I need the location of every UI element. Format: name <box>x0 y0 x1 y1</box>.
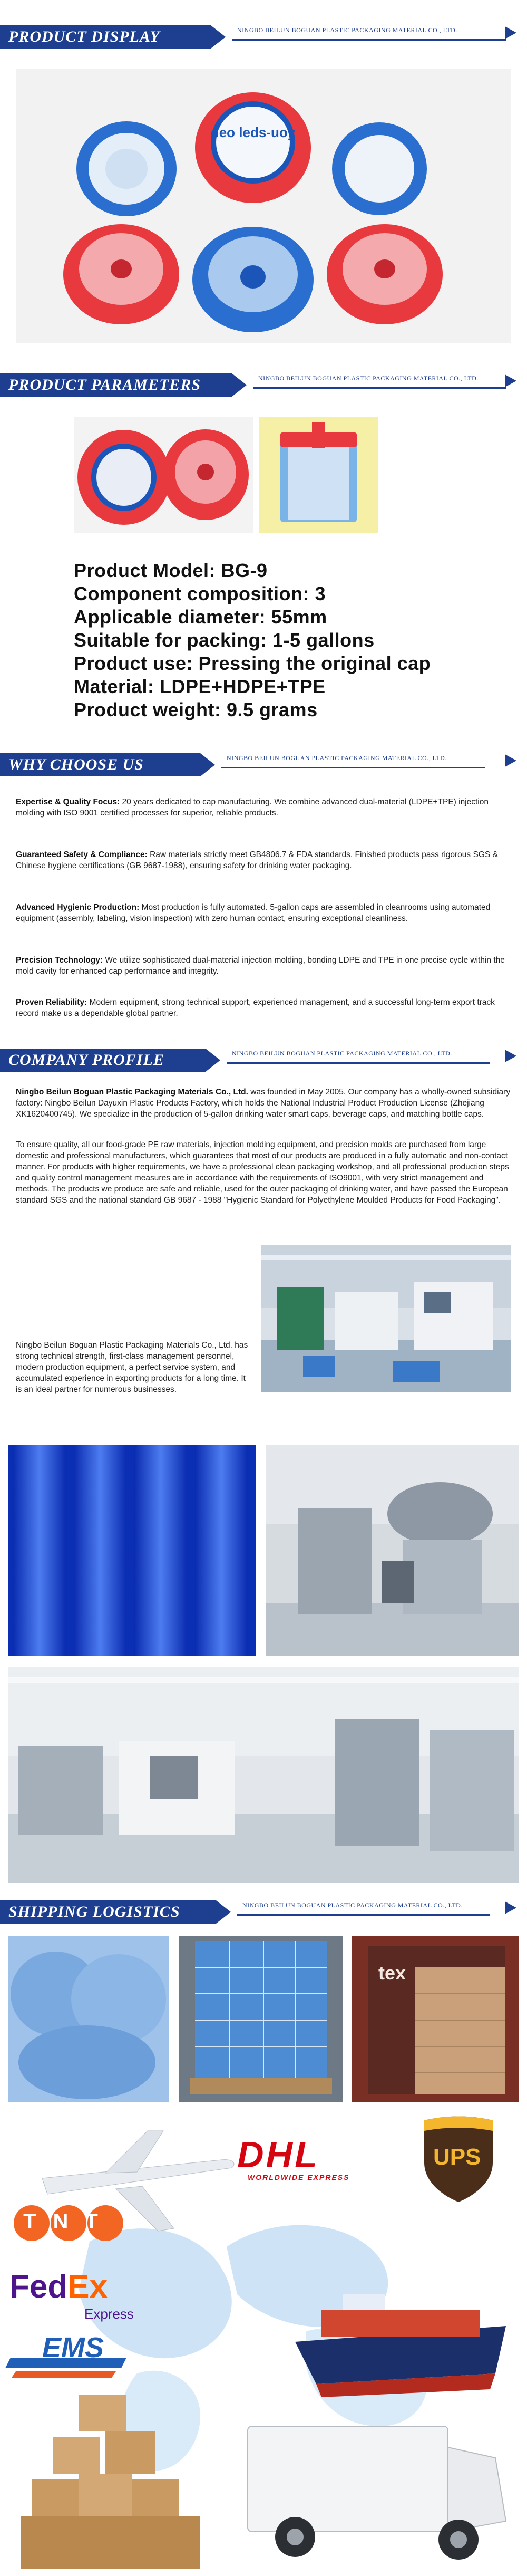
param-material: Material: LDPE+HDPE+TPE <box>74 676 326 697</box>
cap-blue-top-left <box>76 121 177 216</box>
header-tagline: NINGBO BEILUN BOGUAN PLASTIC PACKAGING MATERIAL CO., LTD. <box>258 374 479 382</box>
header-arrow-icon <box>505 1901 516 1914</box>
param-packing: Suitable for packing: 1-5 gallons <box>74 629 375 651</box>
header-arrow-icon <box>505 754 516 767</box>
param-use: Product use: Pressing the original cap <box>74 652 431 674</box>
delivery-van-icon <box>248 2426 506 2560</box>
section-title: PRODUCT DISPLAY <box>8 28 160 45</box>
parameters-photo-caps <box>74 417 253 533</box>
cap-red-bottom-left <box>63 224 179 324</box>
section-title: COMPANY PROFILE <box>8 1051 164 1069</box>
product-display-photo <box>16 69 511 343</box>
container-mark: tex <box>378 1962 406 1984</box>
why-item: Guaranteed Safety & Compliance: Raw materials strictly meet GB4806.7 & FDA standards. Finished products pass rigorous SGS & Chinese hygiene certifications (GB 9687-1988), ensuring safety for drinking water packaging. <box>16 850 498 870</box>
why-item: Proven Reliability: Modern equipment, strong technical support, experienced management, and a successful long-term export track record make us a dependable global partner. <box>16 998 495 1018</box>
header-tagline: NINGBO BEILUN BOGUAN PLASTIC PACKAGING MATERIAL CO., LTD. <box>227 754 447 762</box>
tnt-logo-text: TNT <box>23 2210 115 2233</box>
param-weight: Product weight: 9.5 grams <box>74 699 318 720</box>
header-arrow-icon <box>505 26 516 39</box>
fedex-tagline: Express <box>84 2306 134 2322</box>
section-title: SHIPPING LOGISTICS <box>8 1903 180 1920</box>
why-item: Precision Technology: We utilize sophisticated dual-material injection molding, bonding LDPE and TPE in one precise cycle within the mold cavity for enhanced cap performance and integrity. <box>16 956 505 976</box>
fedex-logo: FedEx <box>9 2269 108 2305</box>
section-header-profile <box>0 1044 527 1076</box>
header-tagline: NINGBO BEILUN BOGUAN PLASTIC PACKAGING MATERIAL CO., LTD. <box>242 1901 463 1909</box>
section-header-shipping <box>0 1896 527 1928</box>
cap-label-text: deo leds-uoy <box>210 124 296 140</box>
param-diameter: Applicable diameter: 55mm <box>74 606 327 628</box>
caps-illustration <box>16 69 511 343</box>
pallet-boxes-photo <box>179 1936 343 2102</box>
header-tagline: NINGBO BEILUN BOGUAN PLASTIC PACKAGING MATERIAL CO., LTD. <box>237 26 457 34</box>
section-title: WHY CHOOSE US <box>8 756 144 773</box>
parameters-photo-cross-section <box>259 417 378 533</box>
param-composition: Component composition: 3 <box>74 583 326 604</box>
section-header-why <box>0 749 527 781</box>
cap-blue-top-right <box>332 122 427 215</box>
clean-workshop-photo <box>8 1667 519 1883</box>
section-title: PRODUCT PARAMETERS <box>8 376 201 393</box>
section-header-display <box>0 21 527 53</box>
cap-red-labeled <box>195 92 311 203</box>
container-loading-photo <box>352 1936 519 2102</box>
why-item: Expertise & Quality Focus: 20 years dedicated to cap manufacturing. We combine advanced dual-material (LDPE+TPE) injection molding with ISO 9001 certified processes for superior, reliable products. <box>16 797 489 818</box>
header-arrow-icon <box>505 1050 516 1062</box>
profile-paragraph-3: Ningbo Beilun Boguan Plastic Packaging Materials Co., Ltd. has strong technical strength, first-class management personnel, modern production equipment, a perfect service system, and accumulated experience in exporting products for a long time. It is an ideal partner for numerous businesses. <box>16 1341 248 1394</box>
blue-caps-stack-photo <box>8 1445 256 1656</box>
header-arrow-icon <box>505 374 516 387</box>
profile-paragraph-1: Ningbo Beilun Boguan Plastic Packaging Materials Co., Ltd. was founded in May 2005. Our company has a wholly-owned subsidiary factory: Ningbo Beilun Dayuxin Plastic Products Factory, which holds the National Industrial Product Production License (Zhejiang XK1620400745). We specialize in the production of 5-gallon drinking water smart caps, beverage caps, and matching bottle caps. <box>16 1088 511 1119</box>
dhl-logo: DHL <box>237 2134 319 2175</box>
profile-paragraph-2: To ensure quality, all our food-grade PE raw materials, injection molding equipment, and precision molds are purchased from large domestic and professional manufacturers, which guarantees that most of our products are produced in a fully automatic and non-contact manner. For products with higher requirements, we have a professional clean packaging workshop, and all professional production steps and quality control management measures are in accordance with the requirements of ISO9001, with very strict management and methods. The products we produce are safe and reliable, used for the outer packaging of drinking water, and have passed the European standard SGS and the national standard GB 9687 - 1988 "Hygienic Standard for Polyethylene Moulded Products for Food Packaging". <box>16 1140 509 1205</box>
header-tagline: NINGBO BEILUN BOGUAN PLASTIC PACKAGING MATERIAL CO., LTD. <box>232 1050 452 1057</box>
bagged-caps-photo <box>8 1936 169 2102</box>
assembly-machine-photo <box>266 1445 519 1656</box>
ups-logo-text: UPS <box>433 2144 481 2170</box>
ems-logo-text: EMS <box>42 2332 104 2363</box>
cap-red-bottom-right <box>327 224 443 324</box>
section-header-parameters <box>0 369 527 401</box>
factory-photo-molding <box>261 1245 511 1392</box>
param-model: Product Model: BG-9 <box>74 560 268 581</box>
why-item: Advanced Hygienic Production: Most production is fully automated. 5-gallon caps are assembled in cleanrooms using automated equipment (assembly, labeling, vision inspection) with zero human contact, ensuring exceptional cleanliness. <box>16 903 491 923</box>
cap-blue-bottom-center <box>192 227 314 332</box>
logistics-map-graphic <box>0 2110 527 2576</box>
dhl-tagline: WORLDWIDE EXPRESS <box>248 2173 350 2181</box>
